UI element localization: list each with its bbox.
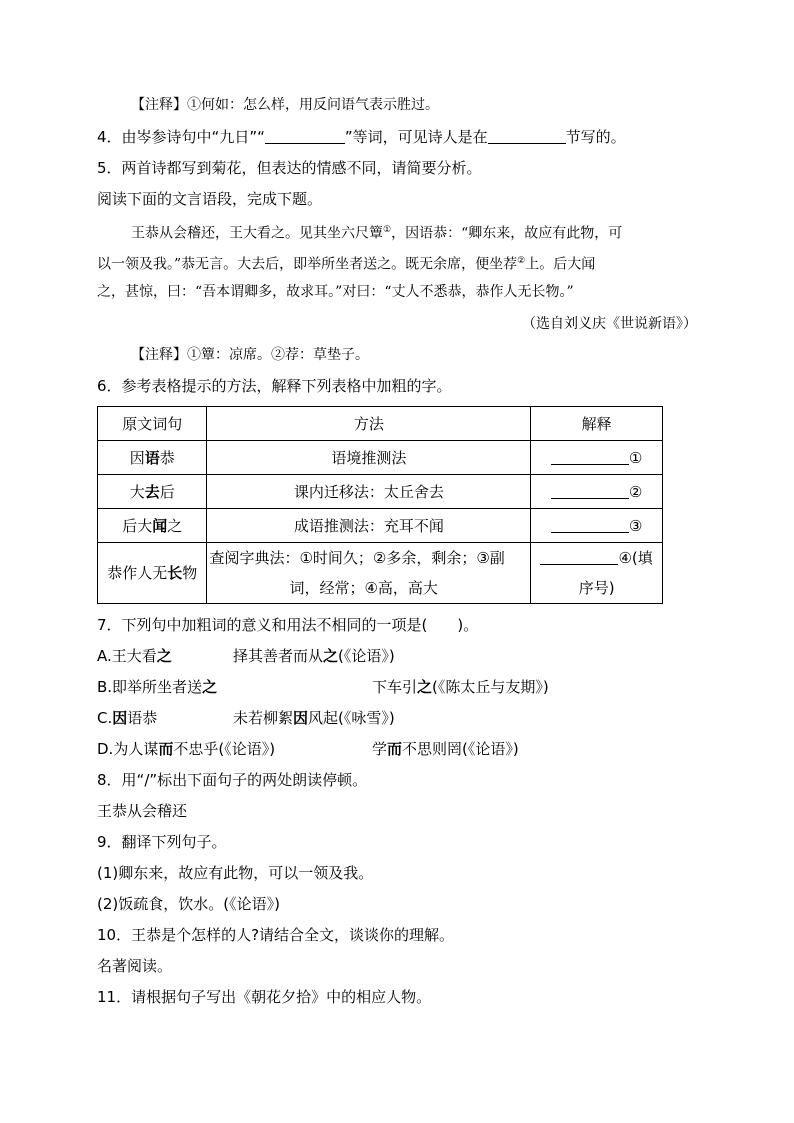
- table-header: 解释: [531, 407, 663, 441]
- answer-note: 序号): [578, 579, 615, 597]
- table-cell-method: 成语推测法：充耳不闻: [207, 509, 531, 543]
- table-row: [98, 509, 663, 543]
- footnote-mark-2: ②: [517, 256, 526, 266]
- answer-blank[interactable]: [551, 516, 629, 533]
- passage-source: （选自刘义庆《世说新语》）: [522, 316, 697, 332]
- passage-line-1: [131, 219, 622, 245]
- answer-blank[interactable]: [551, 482, 629, 499]
- footnote-mark-1: ①: [383, 225, 392, 235]
- option-d-right: 学而不思则罔(《论语》): [372, 740, 519, 758]
- question-4: [97, 126, 626, 148]
- answer-blank[interactable]: [540, 548, 618, 565]
- question-7: 7．下列句中加粗词的意义和用法不相同的一项是( )。: [97, 616, 479, 634]
- method-table: [97, 406, 663, 604]
- question-8: 8．用“/”标出下面句子的两处朗读停顿。: [97, 771, 368, 789]
- option-d[interactable]: D.为人谋而不忠乎(《论语》): [97, 740, 276, 758]
- question-11: 11．请根据句子写出《朝花夕拾》中的相应人物。: [97, 988, 432, 1006]
- table-cell-method: [207, 543, 531, 604]
- passage-text: ，因语恭：“卿东来，故应有此物，可: [391, 225, 623, 242]
- section-famous-works: 名著阅读。: [97, 957, 173, 975]
- method-line: 词，经常；④高，高大: [289, 579, 438, 597]
- question-4-part-a: 4．由岑参诗句中“九日”“: [97, 128, 265, 146]
- table-cell-answer[interactable]: ①: [531, 441, 663, 475]
- table-row: [98, 475, 663, 509]
- annotation-2: 【注释】①簟：凉席。②荐：草垫子。: [131, 347, 369, 363]
- passage-line-2: [97, 250, 595, 276]
- table-cell-answer[interactable]: ④(填 序号): [531, 543, 663, 604]
- question-4-part-c: 节写的。: [565, 128, 626, 146]
- question-9: 9．翻译下列句子。: [97, 833, 227, 851]
- method-line: 查阅字典法：①时间久；②多余，剩余；③副: [209, 549, 505, 567]
- table-cell-method: 课内迁移法：太丘舍去: [207, 475, 531, 509]
- option-c[interactable]: C.因语恭: [97, 709, 158, 727]
- table-header: 原文词句: [98, 407, 207, 441]
- table-cell-answer[interactable]: ③: [531, 509, 663, 543]
- passage-text: 以一领及我。”恭无言。大去后，即举所坐者送之。既无余席，便坐荐: [97, 256, 518, 273]
- answer-blank-4a[interactable]: [265, 127, 345, 144]
- table-header: 方法: [207, 407, 531, 441]
- passage-text: 上。后大闻: [525, 256, 596, 273]
- question-4-part-b: ”等词，可见诗人是在: [344, 128, 488, 146]
- option-b-right: 下车引之(《陈太丘与友期》): [372, 678, 549, 696]
- question-8-sentence: 王恭从会稽还: [97, 802, 188, 820]
- table-row: [98, 441, 663, 475]
- question-10: 10．王恭是个怎样的人?请结合全文，谈谈你的理解。: [97, 926, 455, 944]
- answer-blank[interactable]: [551, 448, 629, 465]
- question-6: 6．参考表格提示的方法，解释下列表格中加粗的字。: [97, 377, 452, 395]
- table-cell-answer[interactable]: ②: [531, 475, 663, 509]
- answer-blank-4b[interactable]: [488, 127, 566, 144]
- option-b[interactable]: B.即举所坐者送之: [97, 678, 218, 696]
- annotation-1: 【注释】①何如：怎么样，用反问语气表示胜过。: [131, 97, 439, 113]
- table-cell-word: 因语恭: [98, 441, 207, 475]
- option-a[interactable]: A.王大看之: [97, 647, 172, 665]
- passage-line-3: 之，甚惊，曰：“吾本谓卿多，故求耳。”对曰：“丈人不悉恭，恭作人无长物。”: [97, 284, 574, 300]
- question-5: 5．两首诗都写到菊花，但表达的情感不同，请简要分析。: [97, 159, 482, 177]
- option-a-right: 择其善者而从之(《论语》): [233, 647, 395, 665]
- table-cell-word: 恭作人无长物: [98, 543, 207, 604]
- table-cell-method: 语境推测法: [207, 441, 531, 475]
- table-cell-word: 后大闻之: [98, 509, 207, 543]
- question-9-item-2: (2)饭疏食，饮水。(《论语》): [97, 895, 280, 913]
- passage-text: 王恭从会稽还，王大看之。见其坐六尺簟: [131, 225, 383, 242]
- question-9-item-1: (1)卿东来，故应有此物，可以一领及我。: [97, 864, 374, 882]
- table-row: [98, 543, 663, 604]
- table-cell-word: 大去后: [98, 475, 207, 509]
- option-c-right: 未若柳絮因风起(《咏雪》): [233, 709, 395, 727]
- reading-intro: 阅读下面的文言语段，完成下题。: [97, 190, 323, 208]
